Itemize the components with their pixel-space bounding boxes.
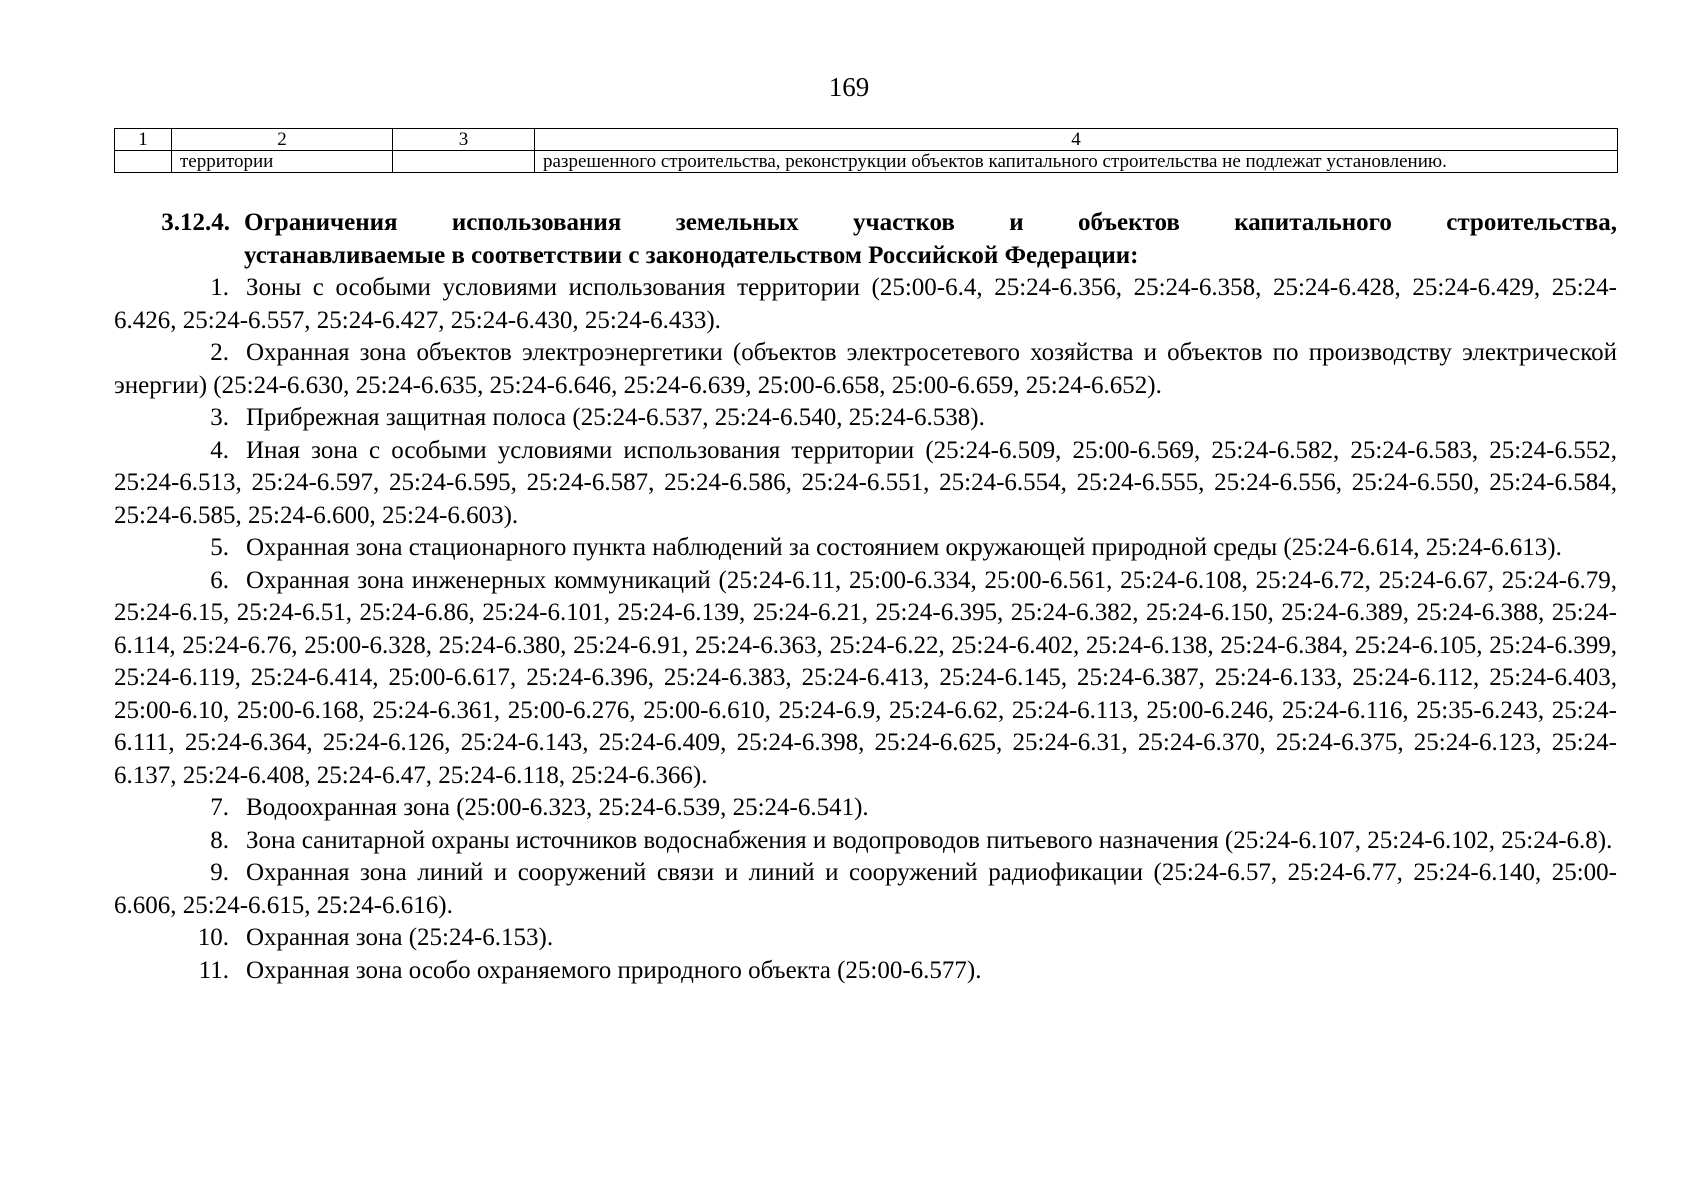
list-item-number: 11. <box>198 956 229 984</box>
list-item-text: Водоохранная зона (25:00-6.323, 25:24-6.539, 25:24-6.541). <box>246 794 869 821</box>
list-item-number: 10. <box>197 924 229 951</box>
section-heading <box>114 207 1617 272</box>
list-item-number: 4. <box>210 436 229 464</box>
section-title <box>244 207 1617 272</box>
section-content <box>114 207 1617 987</box>
section-number: 3.12.4. <box>161 209 230 236</box>
list-item-text: Зоны с особыми условиями использования территории (25:00-6.4, 25:24-6.356, 25:24-6.358, 25:24-6.428, 25:24-6.429, 25:24-6.426, 25:24-6.557, 25:24-6.427, 25:24-6.430, 25:24-6.433). <box>114 274 1617 334</box>
list-item-text: Охранная зона инженерных коммуникаций (25:24-6.11, 25:00-6.334, 25:00-6.561, 25:24-6.108, 25:24-6.72, 25:24-6.67, 25:24-6.79, 25:24-6.15, 25:24-6.51, 25:24-6.86, 25:24-6.101, 25:24-6.139, 25:24-6.21, 25:24-6.395, 25:24-6.382, 25:24-6.150, 25:24-6.389, 25:24-6.388, 25:24-6.114, 25:24-6.76, 25:00-6.328, 25:24-6.380, 25:24-6.91, 25:24-6.363, 25:24-6.22, 25:24-6.402, 25:24-6.138, 25:24-6.384, 25:24-6.105, 25:24-6.399, 25:24-6.119, 25:24-6.414, 25:00-6.617, 25:24-6.396, 25:24-6.383, 25:24-6.413, 25:24-6.145, 25:24-6.387, 25:24-6.133, 25:24-6.112, 25:24-6.403, 25:00-6.10, 25:00-6.168, 25:24-6.361, 25:00-6.276, 25:00-6.610, 25:24-6.9, 25:24-6.62, 25:24-6.113, 25:00-6.246, 25:24-6.116, 25:35-6.243, 25:24-6.111, 25:24-6.364, 25:24-6.126, 25:24-6.143, 25:24-6.409, 25:24-6.398, 25:24-6.625, 25:24-6.31, 25:24-6.370, 25:24-6.375, 25:24-6.123, 25:24-6.137, 25:24-6.408, 25:24-6.47, 25:24-6.118, 25:24-6.366). <box>114 566 1617 789</box>
list-item <box>114 272 1617 337</box>
list-item-number: 6. <box>210 566 229 594</box>
list-item-number: 7. <box>210 794 229 821</box>
list-item-number: 5. <box>210 534 229 561</box>
table-header-cell: 4 <box>535 129 1618 151</box>
list-item-number: 8. <box>210 826 229 854</box>
list-item-number: 3. <box>210 404 229 431</box>
list-item <box>114 857 1617 922</box>
table-cell: территории <box>172 151 393 173</box>
table-header-cell: 2 <box>172 129 393 151</box>
list-item <box>114 825 1617 858</box>
list-item <box>114 532 1617 565</box>
table-cell <box>393 151 535 173</box>
list-item-number: 1. <box>210 274 229 301</box>
section-title-line-2: устанавливаемые в соответствии с законодательством Российской Федерации: <box>244 241 1139 269</box>
table-row <box>115 151 1618 173</box>
list-item <box>114 402 1617 435</box>
list-item-number: 9. <box>210 859 229 886</box>
list-item-text: Охранная зона особо охраняемого природного объекта (25:00-6.577). <box>246 956 982 984</box>
section-title-line-1: Ограничения использования земельных участков и объектов капитального строительства, <box>244 209 1617 236</box>
table-cell: разрешенного строительства, реконструкции объектов капитального строительства не подлежат установлению. <box>535 151 1618 173</box>
page-number: 169 <box>828 72 870 102</box>
list-item <box>114 922 1617 955</box>
table-header-cell: 1 <box>115 129 172 151</box>
list-item <box>114 435 1617 533</box>
list-item-text: Зона санитарной охраны источников водоснабжения и водопроводов питьевого назначения (25:24-6.107, 25:24-6.102, 25:24-6.8). <box>246 826 1613 854</box>
list-item <box>114 565 1617 793</box>
list-item <box>114 337 1617 402</box>
list-item-text: Охранная зона объектов электроэнергетики (объектов электросетевого хозяйства и объектов по производству электрической энергии) (25:24-6.630, 25:24-6.635, 25:24-6.646, 25:24-6.639, 25:00-6.658, 25:00-6.659, 25:24-6.652). <box>114 339 1617 399</box>
table-header-cell: 3 <box>393 129 535 151</box>
list-item-text: Охранная зона стационарного пункта наблюдений за состоянием окружающей природной среды (25:24-6.614, 25:24-6.613). <box>246 534 1562 561</box>
list-item-text: Охранная зона линий и сооружений связи и линий и сооружений радиофикации (25:24-6.57, 25:24-6.77, 25:24-6.140, 25:00-6.606, 25:24-6.615, 25:24-6.616). <box>114 859 1617 919</box>
restrictions-list <box>114 272 1617 987</box>
list-item-text: Прибрежная защитная полоса (25:24-6.537, 25:24-6.540, 25:24-6.538). <box>246 404 985 431</box>
list-item-text: Охранная зона (25:24-6.153). <box>246 924 554 951</box>
continuation-table <box>114 128 1618 173</box>
table-header-row <box>115 129 1618 151</box>
table-cell <box>115 151 172 173</box>
list-item-number: 2. <box>210 339 229 366</box>
list-item <box>114 955 1617 988</box>
list-item-text: Иная зона с особыми условиями использования территории (25:24-6.509, 25:00-6.569, 25:24-6.582, 25:24-6.583, 25:24-6.552, 25:24-6.513, 25:24-6.597, 25:24-6.595, 25:24-6.587, 25:24-6.586, 25:24-6.551, 25:24-6.554, 25:24-6.555, 25:24-6.556, 25:24-6.550, 25:24-6.584, 25:24-6.585, 25:24-6.600, 25:24-6.603). <box>114 436 1617 529</box>
list-item <box>114 792 1617 825</box>
